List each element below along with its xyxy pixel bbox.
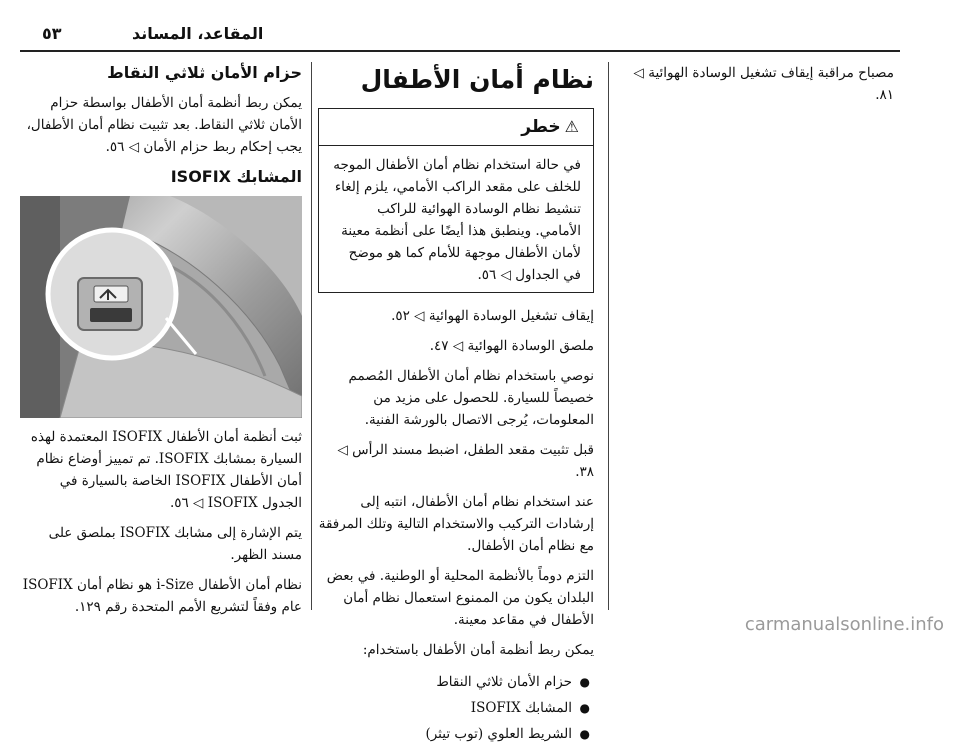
subheading-isofix: المشابك ISOFIX (170, 167, 302, 186)
danger-text: في حالة استخدام نظام أمان الأطفال الموجه للخلف على مقعد الراكب الأمامي، يلزم إلغاء تنشيط نظام الوسادة الهوائية للراكب الأمامي. وينطبق هذا أيضًا على أنظمة معينة لأمان الأطفال موجهة للأمام كما هو موضح في الجداول ◁ ٥٦. (333, 157, 581, 283)
paragraph: يمكن ربط أنظمة أمان الأطفال باستخدام: (362, 642, 594, 658)
bullet-icon: ● (579, 701, 590, 715)
warning-triangle-icon: ⚠ (564, 117, 579, 136)
danger-box-header (319, 109, 593, 146)
list-item: ● المشابك ISOFIX (318, 695, 594, 721)
paragraph: نظام أمان الأطفال i-Size هو نظام أمان ISOFIX عام وفقاً لتشريع الأمم المتحدة رقم ١٢٩. (22, 577, 302, 615)
attachment-methods-list (318, 669, 594, 747)
bullet-icon: ● (579, 675, 590, 689)
isofix-photo-illustration (20, 196, 302, 418)
paragraph: ثبت أنظمة أمان الأطفال ISOFIX المعتمدة لهذه السيارة بمشابك ISOFIX. تم تمييز أوضاع نظام أمان الأطفال ISOFIX الخاصة بالسيارة في الجدول ISOFIX ◁ ٥٦. (30, 429, 302, 511)
danger-label: خطر (521, 117, 561, 137)
subheading-three-point-belt: حزام الأمان ثلاثي النقاط (107, 63, 302, 82)
paragraph: إيقاف تشغيل الوسادة الهوائية ◁ ٥٢. (391, 308, 594, 324)
paragraph: التزم دوماً بالأنظمة المحلية أو الوطنية. في بعض البلدان يكون من الممنوع استعمال نظام أمان الأطفال في مقاعد معينة. (326, 568, 594, 628)
airbag-deactivation-lamp-ref: مصباح مراقبة إيقاف تشغيل الوسادة الهوائية ◁ ٨١. (633, 65, 894, 103)
paragraph: قبل تثبيت مقعد الطفل، اضبط مسند الرأس ◁ ٣٨. (337, 442, 594, 480)
paragraph: ملصق الوسادة الهوائية ◁ ٤٧. (429, 338, 594, 354)
column-right (622, 62, 894, 114)
paragraph: نوصي باستخدام نظام أمان الأطفال المُصمم خصيصاً للسيارة. للحصول على مزيد من المعلومات، يُرجى الاتصال بالورشة الفنية. (348, 368, 594, 428)
column-divider-left (311, 62, 312, 610)
section-heading: نظام أمان الأطفال (360, 65, 594, 94)
list-item: ● حزام الأمان ثلاثي النقاط (318, 669, 594, 695)
list-item: ● الشريط العلوي (توب تيثر) (318, 721, 594, 747)
section-title: المقاعد، المساند (132, 24, 264, 43)
column-middle (318, 62, 594, 747)
danger-box (318, 108, 594, 293)
paragraph: يمكن ربط أنظمة أمان الأطفال بواسطة حزام الأمان ثلاثي النقاط. بعد تثبيت نظام أمان الأطفال، يجب إحكام ربط حزام الأمان ◁ ٥٦. (26, 95, 302, 155)
column-divider-right (608, 62, 609, 610)
page-header (20, 10, 900, 44)
paragraph: عند استخدام نظام أمان الأطفال، انتبه إلى إرشادات التركيب والاستخدام التالية وتلك المرفقة مع نظام أمان الأطفال. (318, 494, 594, 554)
bullet-icon: ● (579, 727, 590, 741)
header-rule (20, 50, 900, 52)
column-left (20, 62, 302, 626)
isofix-bracket-photo (20, 196, 302, 418)
site-watermark: carmanualsonline.info (744, 614, 944, 635)
paragraph: يتم الإشارة إلى مشابك ISOFIX بملصق على مسند الظهر. (48, 525, 302, 563)
page-number: ٥٣ (42, 24, 62, 43)
